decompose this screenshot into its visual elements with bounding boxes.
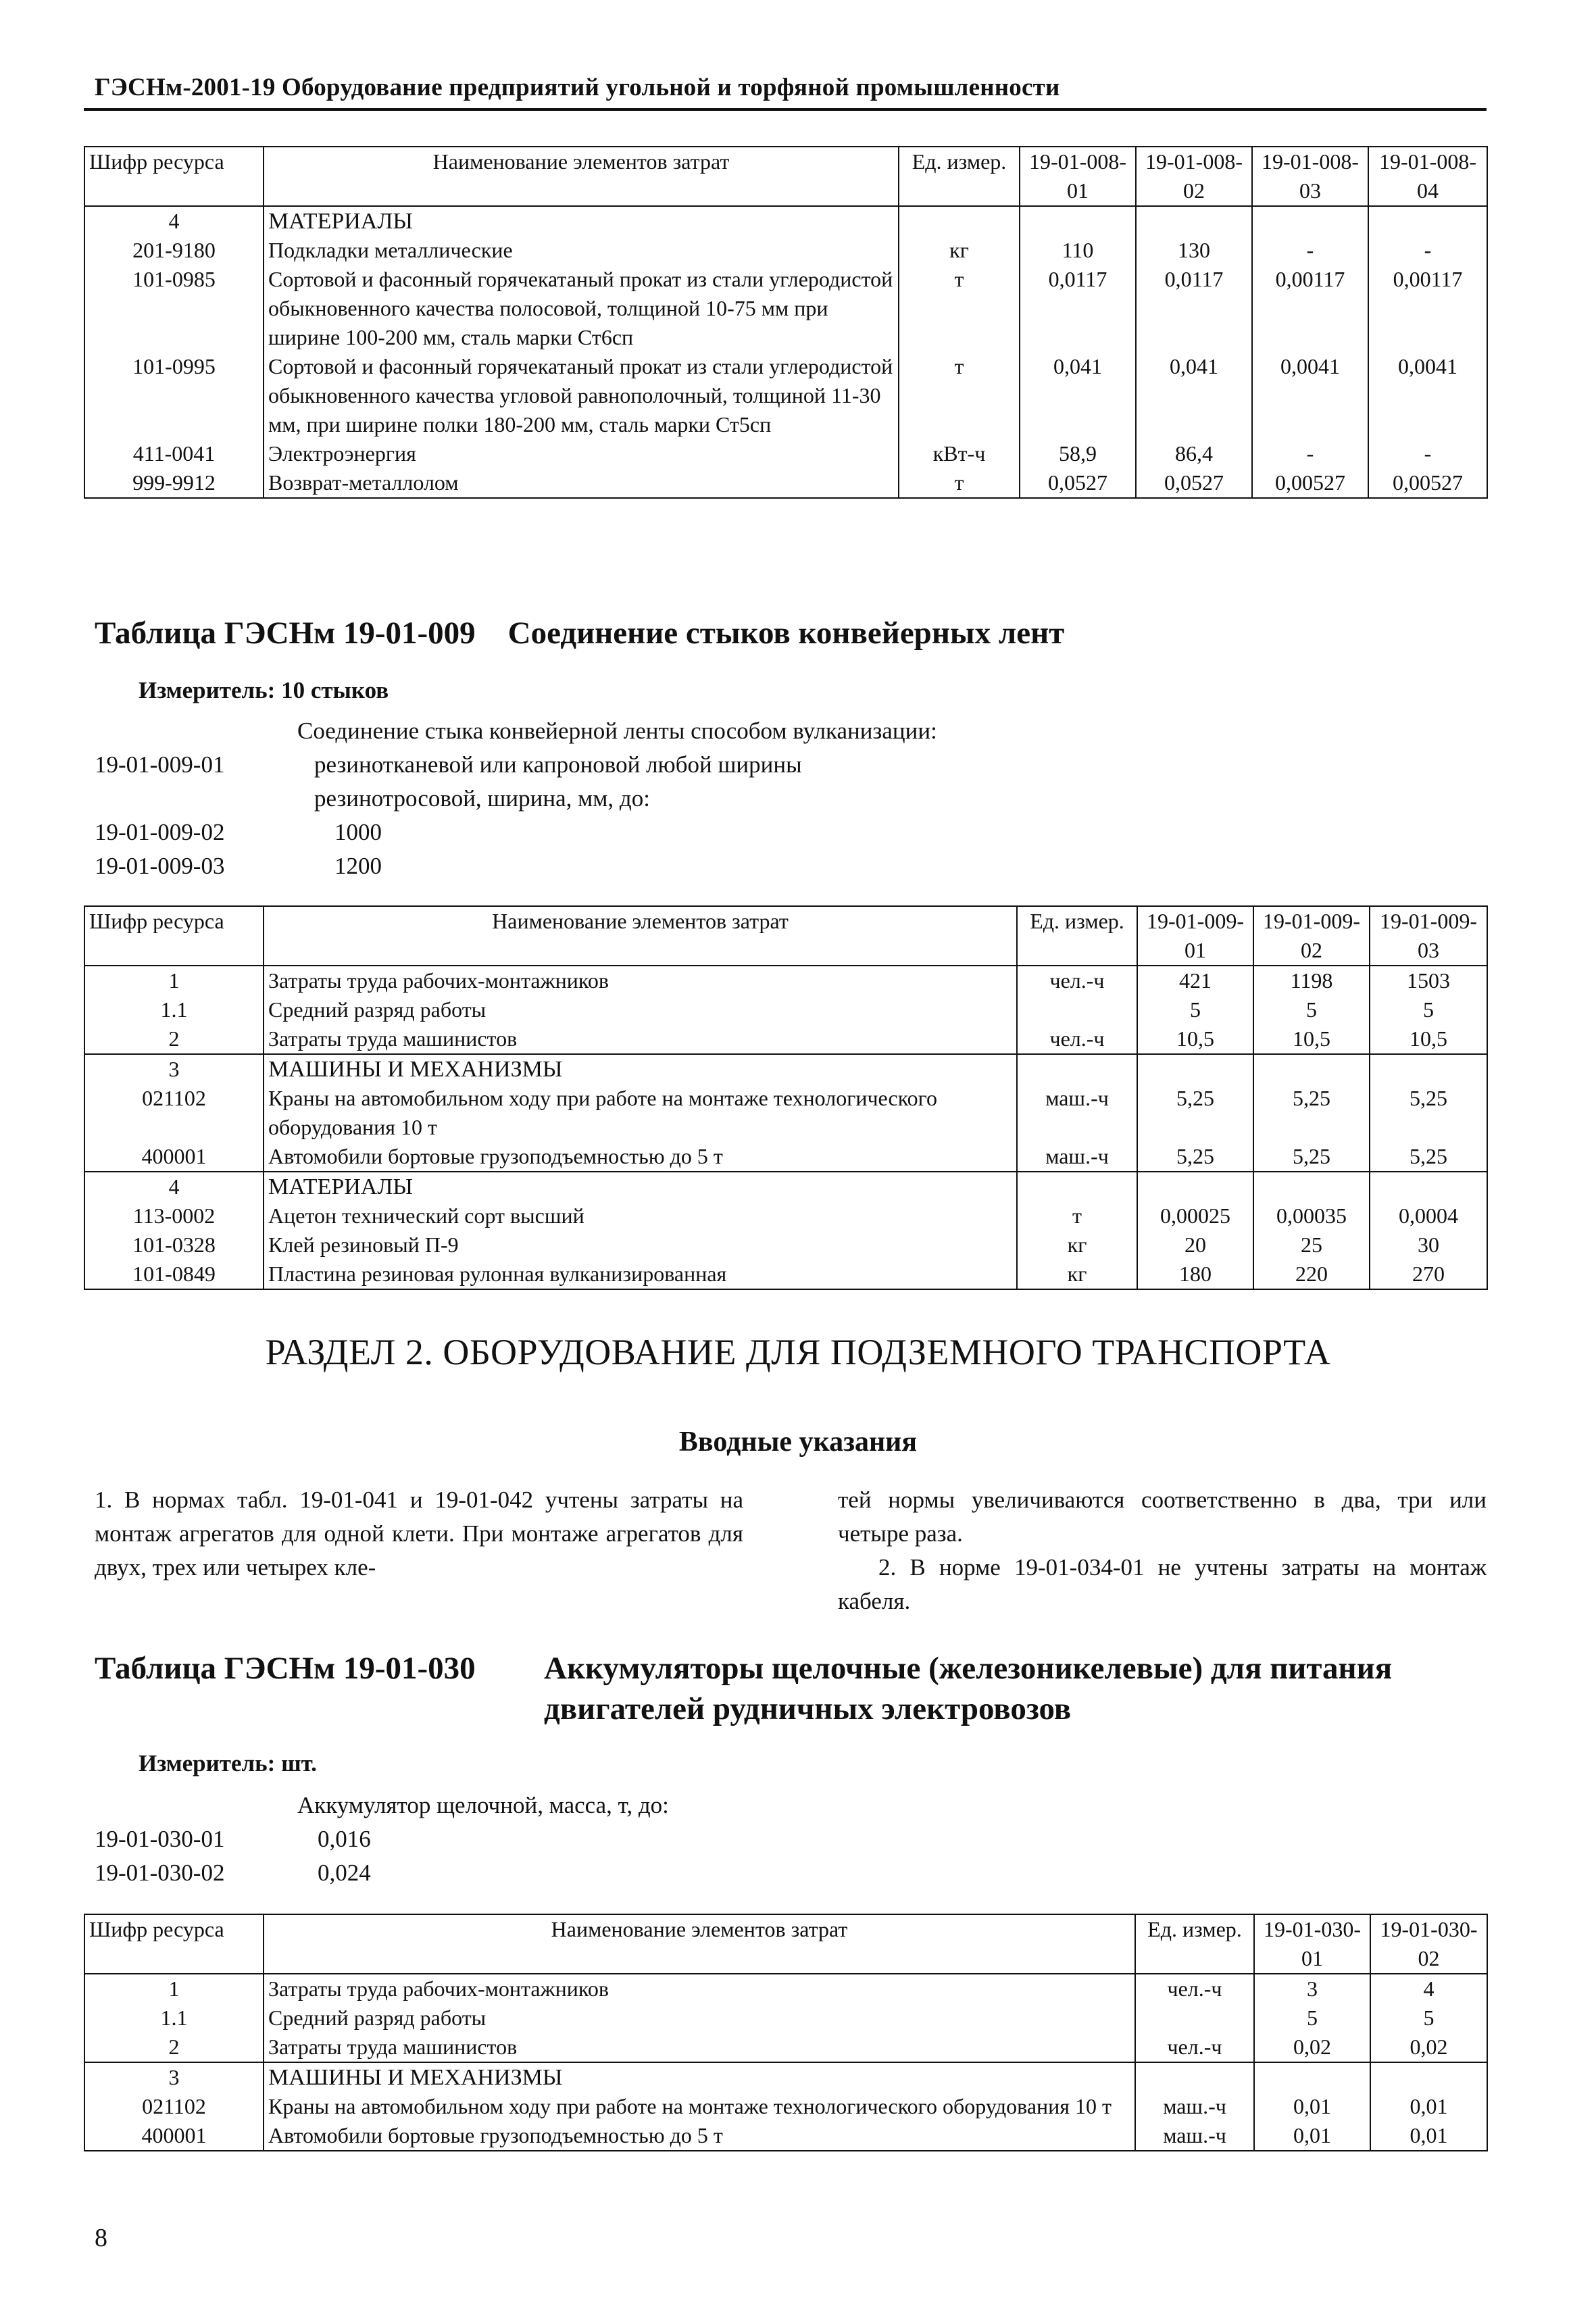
section-title: РАЗДЕЛ 2. ОБОРУДОВАНИЕ ДЛЯ ПОДЗЕМНОГО ТРАНСПОРТА xyxy=(265,1332,1331,1372)
norm-text: резинотросовой, ширина, мм, до: xyxy=(314,785,650,812)
table-row xyxy=(84,1201,1487,1230)
running-header: ГЭСНм-2001-19 Оборудование предприятий угольной и торфяной промышленности xyxy=(95,74,1060,101)
table-row xyxy=(84,1230,1487,1260)
cell-value xyxy=(1253,1172,1370,1201)
table-008 xyxy=(84,146,1488,499)
col-unit: Ед. измер. xyxy=(1017,906,1137,966)
cell-value xyxy=(1370,1054,1487,1084)
cell-unit xyxy=(1135,2003,1254,2033)
cell-code: 4 xyxy=(84,206,264,236)
cell-value: - xyxy=(1368,439,1487,468)
table-009-title xyxy=(95,615,1064,651)
cell-unit: чел.-ч xyxy=(1017,1024,1137,1054)
cell-unit: кг xyxy=(899,236,1020,265)
cell-value: - xyxy=(1252,439,1368,468)
cell-value: 0,0041 xyxy=(1368,352,1487,439)
cell-code: 101-0985 xyxy=(84,265,264,352)
cell-code: 1 xyxy=(84,966,264,995)
table-row xyxy=(84,1974,1487,2003)
col-norm: 19-01-008-04 xyxy=(1368,147,1487,206)
col-code: Шифр ресурса xyxy=(84,147,264,206)
cell-value: 180 xyxy=(1137,1260,1253,1289)
col-name: Наименование элементов затрат xyxy=(264,906,1017,966)
table-009 xyxy=(84,905,1488,1290)
cell-name: Затраты труда рабочих-монтажников xyxy=(264,1974,1135,2003)
cell-name: Ацетон технический сорт высший xyxy=(264,1201,1017,1230)
cell-name: Краны на автомобильном ходу при работе на монтаже технологического оборудования 10 т xyxy=(264,1084,1017,1142)
cell-value: 0,01 xyxy=(1254,2092,1370,2121)
cell-value: 0,00527 xyxy=(1368,468,1487,498)
cell-value: 0,00117 xyxy=(1252,265,1368,352)
cell-value: 25 xyxy=(1253,1230,1370,1260)
cell-name: Средний разряд работы xyxy=(264,2003,1135,2033)
page-number: 8 xyxy=(95,2224,107,2252)
cell-code: 400001 xyxy=(84,1142,264,1172)
cell-unit: т xyxy=(899,468,1020,498)
cell-value xyxy=(1252,206,1368,236)
table-row xyxy=(84,468,1487,498)
cell-value: - xyxy=(1368,236,1487,265)
norm-code: 19-01-009-02 xyxy=(95,819,225,845)
table-row xyxy=(84,1172,1487,1201)
cell-value: 4 xyxy=(1370,1974,1487,2003)
cell-unit: маш.-ч xyxy=(1135,2121,1254,2151)
cell-name: Автомобили бортовые грузоподъемностью до 5 т xyxy=(264,1142,1017,1172)
cell-code: 2 xyxy=(84,1024,264,1054)
cell-value: 10,5 xyxy=(1370,1024,1487,1054)
col-norm: 19-01-030-01 xyxy=(1254,1914,1370,1974)
cell-code: 1.1 xyxy=(84,2003,264,2033)
cell-value xyxy=(1368,206,1487,236)
cell-value: 1503 xyxy=(1370,966,1487,995)
cell-code: 2 xyxy=(84,2033,264,2062)
table-row xyxy=(84,1084,1487,1142)
cell-code: 400001 xyxy=(84,2121,264,2151)
cell-value: 0,0117 xyxy=(1136,265,1252,352)
table-009-intro: Соединение стыка конвейерной ленты способом вулканизации: xyxy=(297,718,937,744)
cell-name: МАТЕРИАЛЫ xyxy=(264,206,899,236)
cell-value xyxy=(1020,206,1136,236)
cell-code: 021102 xyxy=(84,2092,264,2121)
cell-unit xyxy=(1017,1054,1137,1084)
table-009-name: Соединение стыков конвейерных лент xyxy=(507,616,1065,651)
cell-value: 0,041 xyxy=(1020,352,1136,439)
cell-unit: маш.-ч xyxy=(1135,2092,1254,2121)
col-unit: Ед. измер. xyxy=(1135,1914,1254,1974)
header-rule xyxy=(84,108,1487,111)
norm-code: 19-01-009-03 xyxy=(95,853,225,879)
cell-value: 3 xyxy=(1254,1974,1370,2003)
cell-value: 5,25 xyxy=(1253,1142,1370,1172)
cell-value: 0,0117 xyxy=(1020,265,1136,352)
cell-name: Краны на автомобильном ходу при работе на монтаже технологического оборудования 10 т xyxy=(264,2092,1135,2121)
cell-value: 10,5 xyxy=(1253,1024,1370,1054)
cell-unit xyxy=(1135,2062,1254,2092)
cell-value: 58,9 xyxy=(1020,439,1136,468)
table-030-intro: Аккумулятор щелочной, масса, т, до: xyxy=(297,1792,669,1818)
intro-paragraph: 2. В норме 19-01-034-01 не учтены затраты на монтаж кабеля. xyxy=(838,1554,1487,1614)
table-row xyxy=(84,2003,1487,2033)
cell-value: 0,00117 xyxy=(1368,265,1487,352)
cell-name: Автомобили бортовые грузоподъемностью до 5 т xyxy=(264,2121,1135,2151)
intro-right-column xyxy=(838,1483,1487,1618)
norm-text: 0,024 xyxy=(318,1860,371,1886)
table-030-label: Таблица ГЭСНм 19-01-030 xyxy=(95,1651,476,1686)
table-row xyxy=(84,2121,1487,2151)
cell-value: 0,0041 xyxy=(1252,352,1368,439)
cell-unit: кг xyxy=(1017,1260,1137,1289)
cell-value xyxy=(1370,2062,1487,2092)
cell-unit: кВт-ч xyxy=(899,439,1020,468)
cell-value: 0,0004 xyxy=(1370,1201,1487,1230)
cell-code: 101-0849 xyxy=(84,1260,264,1289)
table-row xyxy=(84,995,1487,1024)
cell-code: 999-9912 xyxy=(84,468,264,498)
cell-value: 421 xyxy=(1137,966,1253,995)
table-row xyxy=(84,1142,1487,1172)
cell-unit: маш.-ч xyxy=(1017,1142,1137,1172)
cell-value: 0,01 xyxy=(1370,2092,1487,2121)
cell-name: Возврат-металлолом xyxy=(264,468,899,498)
cell-unit: т xyxy=(1017,1201,1137,1230)
col-name: Наименование элементов затрат xyxy=(264,147,899,206)
cell-code: 1 xyxy=(84,1974,264,2003)
cell-value: 1198 xyxy=(1253,966,1370,995)
cell-code: 1.1 xyxy=(84,995,264,1024)
cell-value: 0,02 xyxy=(1254,2033,1370,2062)
cell-code: 101-0995 xyxy=(84,352,264,439)
col-norm: 19-01-009-03 xyxy=(1370,906,1487,966)
col-norm: 19-01-030-02 xyxy=(1370,1914,1487,1974)
cell-name: Затраты труда машинистов xyxy=(264,1024,1017,1054)
cell-name: МАШИНЫ И МЕХАНИЗМЫ xyxy=(264,2062,1135,2092)
col-norm: 19-01-009-02 xyxy=(1253,906,1370,966)
cell-value: 5,25 xyxy=(1370,1084,1487,1142)
table-row xyxy=(84,206,1487,236)
cell-value: 0,0527 xyxy=(1136,468,1252,498)
table-row xyxy=(84,439,1487,468)
cell-unit xyxy=(899,206,1020,236)
cell-value: 270 xyxy=(1370,1260,1487,1289)
intro-title: Вводные указания xyxy=(678,1426,918,1458)
col-norm: 19-01-008-02 xyxy=(1136,147,1252,206)
cell-value: 0,01 xyxy=(1370,2121,1487,2151)
cell-name: МАТЕРИАЛЫ xyxy=(264,1172,1017,1201)
cell-code: 101-0328 xyxy=(84,1230,264,1260)
norm-text: 0,016 xyxy=(318,1826,371,1852)
cell-value: 110 xyxy=(1020,236,1136,265)
table-030 xyxy=(84,1914,1488,2151)
cell-value: 0,041 xyxy=(1136,352,1252,439)
cell-code: 021102 xyxy=(84,1084,264,1142)
cell-value: 5 xyxy=(1370,2003,1487,2033)
cell-value xyxy=(1137,1054,1253,1084)
cell-unit xyxy=(1017,1172,1137,1201)
cell-code: 3 xyxy=(84,2062,264,2092)
cell-code: 4 xyxy=(84,1172,264,1201)
cell-name: Электроэнергия xyxy=(264,439,899,468)
cell-name: Сортовой и фасонный горячекатаный прокат из стали углеродистой обыкновенного качества угловой равнополочный, толщиной 11-30 мм, при ширине полки 180-200 мм, сталь марки Ст5сп xyxy=(264,352,899,439)
table-row xyxy=(84,2062,1487,2092)
col-unit: Ед. измер. xyxy=(899,147,1020,206)
cell-name: Затраты труда машинистов xyxy=(264,2033,1135,2062)
table-030-name-line2: двигателей рудничных электровозов xyxy=(544,1691,1072,1726)
table-row xyxy=(84,1054,1487,1084)
table-row xyxy=(84,966,1487,995)
cell-name: Средний разряд работы xyxy=(264,995,1017,1024)
norm-text: 1000 xyxy=(334,819,382,845)
cell-value: - xyxy=(1252,236,1368,265)
table-row xyxy=(84,1024,1487,1054)
cell-value: 5,25 xyxy=(1137,1142,1253,1172)
table-row xyxy=(84,1260,1487,1289)
col-norm: 19-01-009-01 xyxy=(1137,906,1253,966)
col-name: Наименование элементов затрат xyxy=(264,1914,1135,1974)
cell-value: 30 xyxy=(1370,1230,1487,1260)
intro-left-column: 1. В нормах табл. 19-01-041 и 19-01-042 учтены затраты на монтаж агрегатов для одной клети. При монтаже агрегатов для двух, трех или четырех кле- xyxy=(95,1487,743,1580)
cell-name: Затраты труда рабочих-монтажников xyxy=(264,966,1017,995)
cell-value: 5 xyxy=(1254,2003,1370,2033)
table-row xyxy=(84,265,1487,352)
cell-name: Клей резиновый П-9 xyxy=(264,1230,1017,1260)
table-row xyxy=(84,352,1487,439)
cell-unit: т xyxy=(899,352,1020,439)
cell-name: Подкладки металлические xyxy=(264,236,899,265)
cell-value: 5 xyxy=(1137,995,1253,1024)
cell-value xyxy=(1136,206,1252,236)
cell-value: 5 xyxy=(1370,995,1487,1024)
cell-unit: кг xyxy=(1017,1230,1137,1260)
cell-unit xyxy=(1017,995,1137,1024)
table-row xyxy=(84,236,1487,265)
cell-code: 3 xyxy=(84,1054,264,1084)
table-030-name: Аккумуляторы щелочные (железоникелевые) для питания xyxy=(544,1651,1393,1686)
cell-value xyxy=(1253,1054,1370,1084)
cell-value: 0,01 xyxy=(1254,2121,1370,2151)
cell-value: 5,25 xyxy=(1370,1142,1487,1172)
cell-value: 0,00527 xyxy=(1252,468,1368,498)
cell-value: 5,25 xyxy=(1137,1084,1253,1142)
cell-code: 411-0041 xyxy=(84,439,264,468)
cell-unit: чел.-ч xyxy=(1135,2033,1254,2062)
cell-value: 86,4 xyxy=(1136,439,1252,468)
table-row xyxy=(84,2033,1487,2062)
norm-text: резинотканевой или капроновой любой ширины xyxy=(314,751,802,778)
cell-name: Сортовой и фасонный горячекатаный прокат из стали углеродистой обыкновенного качества полосовой, толщиной 10-75 мм при ширине 100-200 мм, сталь марки Ст6сп xyxy=(264,265,899,352)
col-code: Шифр ресурса xyxy=(84,1914,264,1974)
cell-unit: маш.-ч xyxy=(1017,1084,1137,1142)
cell-value: 220 xyxy=(1253,1260,1370,1289)
cell-value: 5 xyxy=(1253,995,1370,1024)
cell-value xyxy=(1370,1172,1487,1201)
cell-value xyxy=(1137,1172,1253,1201)
table-030-measure: Измеритель: шт. xyxy=(139,1750,317,1776)
col-norm: 19-01-008-01 xyxy=(1020,147,1136,206)
cell-value: 0,02 xyxy=(1370,2033,1487,2062)
cell-code: 201-9180 xyxy=(84,236,264,265)
table-009-label: Таблица ГЭСНм 19-01-009 xyxy=(95,616,476,651)
cell-value: 5,25 xyxy=(1253,1084,1370,1142)
intro-paragraph: тей нормы увеличиваются соответственно в два, три или четыре раза. xyxy=(838,1487,1487,1547)
cell-value: 10,5 xyxy=(1137,1024,1253,1054)
norm-code: 19-01-009-01 xyxy=(95,751,225,778)
cell-code: 113-0002 xyxy=(84,1201,264,1230)
norm-text: 1200 xyxy=(334,853,382,879)
cell-name: МАШИНЫ И МЕХАНИЗМЫ xyxy=(264,1054,1017,1084)
cell-unit: чел.-ч xyxy=(1017,966,1137,995)
cell-value: 0,00035 xyxy=(1253,1201,1370,1230)
cell-value: 0,0527 xyxy=(1020,468,1136,498)
cell-value: 0,00025 xyxy=(1137,1201,1253,1230)
cell-value: 130 xyxy=(1136,236,1252,265)
norm-code: 19-01-030-01 xyxy=(95,1826,225,1852)
cell-name: Пластина резиновая рулонная вулканизированная xyxy=(264,1260,1017,1289)
cell-unit: т xyxy=(899,265,1020,352)
table-009-measure: Измеритель: 10 стыков xyxy=(139,677,389,703)
cell-value: 20 xyxy=(1137,1230,1253,1260)
cell-unit: чел.-ч xyxy=(1135,1974,1254,2003)
table-row xyxy=(84,2092,1487,2121)
cell-value xyxy=(1254,2062,1370,2092)
norm-code: 19-01-030-02 xyxy=(95,1860,225,1886)
col-code: Шифр ресурса xyxy=(84,906,264,966)
col-norm: 19-01-008-03 xyxy=(1252,147,1368,206)
